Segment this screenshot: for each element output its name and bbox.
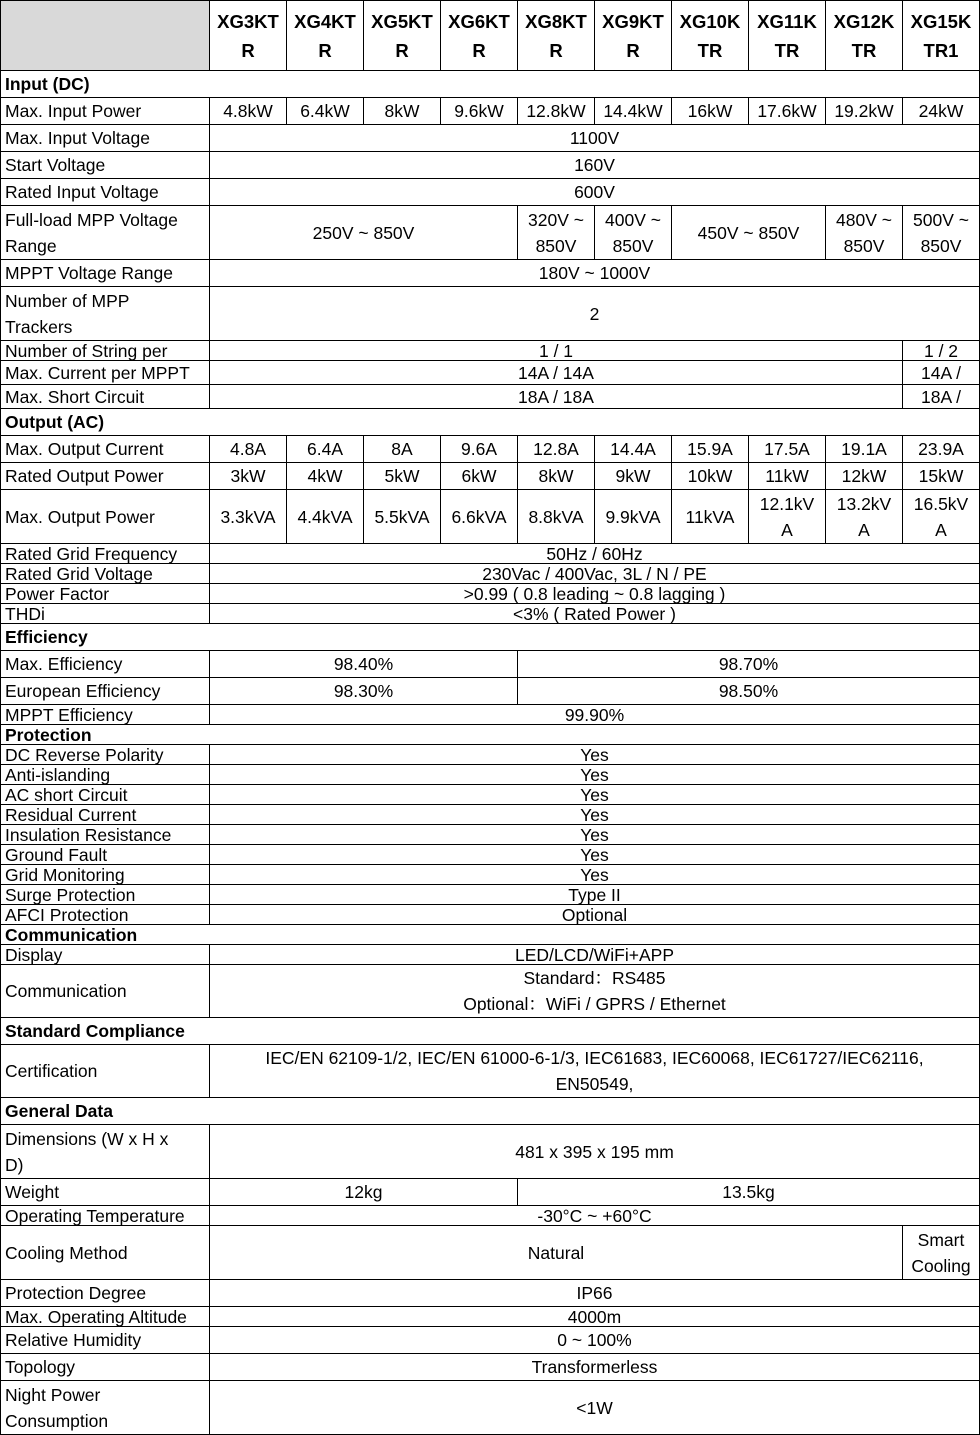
cell-value: 480V ~ 850V [826,206,903,260]
cell-value: 4.4kVA [287,490,364,544]
cell-value: 13.2kV A [826,490,903,544]
cell-value: 15.9A [672,436,749,463]
row-label: DC Reverse Polarity [1,745,210,765]
cell-value: 11kVA [672,490,749,544]
section-title-efficiency: Efficiency [1,624,980,651]
row-label: Rated Input Voltage [1,179,210,206]
table-row [1,584,980,604]
model-header: XG11K TR [749,1,826,71]
cell-value: 4.8kW [210,98,287,125]
cell-value: Yes [210,765,980,785]
table-row [1,945,980,965]
header-corner-cell [1,1,210,71]
table-row [1,436,980,463]
section-title-protection: Protection [1,725,980,745]
cell-value: 12kg [210,1179,518,1206]
cell-value: 500V ~ 850V [903,206,980,260]
row-label: AFCI Protection [1,905,210,925]
row-label: Relative Humidity [1,1327,210,1354]
row-label: Topology [1,1354,210,1381]
cell-value: 230Vac / 400Vac, 3L / N / PE [210,564,980,584]
table-row [1,825,980,845]
cell-value: 4000m [210,1307,980,1327]
row-label: Weight [1,1179,210,1206]
table-row [1,1226,980,1280]
table-row [1,745,980,765]
cell-value: 9.9kVA [595,490,672,544]
cell-value: Transformerless [210,1354,980,1381]
table-row [1,1125,980,1179]
cell-value: 24kW [903,98,980,125]
model-header: XG5KT R [364,1,441,71]
row-label: Max. Efficiency [1,651,210,678]
row-label: Rated Grid Voltage [1,564,210,584]
cell-value: IP66 [210,1280,980,1307]
cell-value: 50Hz / 60Hz [210,544,980,564]
table-row [1,361,980,385]
model-header: XG3KT R [210,1,287,71]
cell-value: 1 / 1 [210,341,903,361]
section-title-communication: Communication [1,925,980,945]
cell-value: 17.5A [749,436,826,463]
cell-value: Natural [210,1226,903,1280]
cell-value: 12kW [826,463,903,490]
table-row [1,287,980,341]
table-row [1,865,980,885]
cell-value: 9kW [595,463,672,490]
cell-value: 5.5kVA [364,490,441,544]
row-label: Communication [1,965,210,1018]
cell-value: 98.70% [518,651,980,678]
cell-value: 400V ~ 850V [595,206,672,260]
row-label: Ground Fault [1,845,210,865]
model-header: XG10K TR [672,1,749,71]
cell-value: 18A / [903,385,980,409]
cell-value: 10kW [672,463,749,490]
cell-value: Yes [210,865,980,885]
row-label: Rated Grid Frequency [1,544,210,564]
row-label: Max. Input Voltage [1,125,210,152]
cell-value: <1W [210,1381,980,1435]
table-row [1,765,980,785]
row-label: Max. Short Circuit [1,385,210,409]
cell-value: 11kW [749,463,826,490]
table-row [1,206,980,260]
cell-value: 5kW [364,463,441,490]
table-row [1,1381,980,1435]
cell-value: 99.90% [210,705,980,725]
table-row [1,1206,980,1226]
cell-value: 481 x 395 x 195 mm [210,1125,980,1179]
row-label: Anti-islanding [1,765,210,785]
cell-value: 16.5kV A [903,490,980,544]
row-label: MPPT Efficiency [1,705,210,725]
row-label: AC short Circuit [1,785,210,805]
cell-value: 9.6A [441,436,518,463]
row-label: Max. Output Current [1,436,210,463]
row-label: Max. Output Power [1,490,210,544]
row-label: Max. Current per MPPT [1,361,210,385]
row-label: MPPT Voltage Range [1,260,210,287]
cell-value: 180V ~ 1000V [210,260,980,287]
table-row [1,845,980,865]
cell-value: -30°C ~ +60°C [210,1206,980,1226]
cell-value: 8kW [518,463,595,490]
header-row [1,1,980,71]
row-label: Insulation Resistance [1,825,210,845]
table-row [1,905,980,925]
cell-value: 450V ~ 850V [672,206,826,260]
row-label: Start Voltage [1,152,210,179]
cell-value: Optional [210,905,980,925]
row-label: Number of MPP Trackers [1,287,210,341]
cell-value: 98.40% [210,651,518,678]
table-row [1,705,980,725]
cell-value: Yes [210,845,980,865]
row-label: Full-load MPP Voltage Range [1,206,210,260]
table-row [1,564,980,584]
cell-value: 0 ~ 100% [210,1327,980,1354]
table-row [1,604,980,624]
table-row [1,1179,980,1206]
cell-value: 98.30% [210,678,518,705]
row-label: THDi [1,604,210,624]
model-header: XG6KT R [441,1,518,71]
cell-value: 2 [210,287,980,341]
cell-value: 17.6kW [749,98,826,125]
table-row [1,490,980,544]
table-row [1,785,980,805]
cell-value: 6kW [441,463,518,490]
table-row [1,179,980,206]
cell-value: 250V ~ 850V [210,206,518,260]
row-label: Residual Current [1,805,210,825]
cell-value: 12.8kW [518,98,595,125]
table-row [1,1307,980,1327]
row-label: Certification [1,1045,210,1098]
table-row [1,544,980,564]
row-label: Power Factor [1,584,210,604]
model-header: XG15K TR1 [903,1,980,71]
table-row [1,805,980,825]
table-row [1,678,980,705]
cell-value: 3.3kVA [210,490,287,544]
cell-value: 320V ~ 850V [518,206,595,260]
cell-value: Yes [210,805,980,825]
cell-value: 3kW [210,463,287,490]
cell-value: 19.1A [826,436,903,463]
cell-value: 16kW [672,98,749,125]
table-row [1,1280,980,1307]
table-row [1,341,980,361]
cell-value: >0.99 ( 0.8 leading ~ 0.8 lagging ) [210,584,980,604]
cell-value: Yes [210,745,980,765]
cell-value: 14A / [903,361,980,385]
row-label: European Efficiency [1,678,210,705]
row-label: Operating Temperature [1,1206,210,1226]
cell-value: 8kW [364,98,441,125]
cell-value: 14.4A [595,436,672,463]
cell-value: 18A / 18A [210,385,903,409]
cell-value: 98.50% [518,678,980,705]
table-row [1,651,980,678]
cell-value: IEC/EN 62109-1/2, IEC/EN 61000-6-1/3, IEC61683, IEC60068, IEC61727/IEC62116, EN50549, [210,1045,980,1098]
row-label: Surge Protection [1,885,210,905]
table-row [1,1327,980,1354]
table-row [1,152,980,179]
row-label: Protection Degree [1,1280,210,1307]
table-row [1,260,980,287]
table-row [1,1354,980,1381]
cell-value: Type II [210,885,980,905]
cell-value: <3% ( Rated Power ) [210,604,980,624]
cell-value: Smart Cooling [903,1226,980,1280]
cell-value: Yes [210,825,980,845]
cell-value: 1100V [210,125,980,152]
section-title-compliance: Standard Compliance [1,1018,980,1045]
cell-value: 600V [210,179,980,206]
table-row [1,463,980,490]
section-title-output: Output (AC) [1,409,980,436]
model-header: XG8KT R [518,1,595,71]
row-label: Grid Monitoring [1,865,210,885]
cell-value: 9.6kW [441,98,518,125]
section-title-input: Input (DC) [1,71,980,98]
model-header: XG4KT R [287,1,364,71]
model-header: XG9KT R [595,1,672,71]
row-label: Max. Input Power [1,98,210,125]
model-header: XG12K TR [826,1,903,71]
cell-value: 160V [210,152,980,179]
cell-value: 19.2kW [826,98,903,125]
row-label: Night Power Consumption [1,1381,210,1435]
cell-value: 23.9A [903,436,980,463]
cell-value: 15kW [903,463,980,490]
cell-value: LED/LCD/WiFi+APP [210,945,980,965]
cell-value: 4.8A [210,436,287,463]
table-row [1,1045,980,1098]
row-label: Rated Output Power [1,463,210,490]
table-row [1,98,980,125]
row-label: Number of String per [1,341,210,361]
row-label: Cooling Method [1,1226,210,1280]
cell-value: Yes [210,785,980,805]
section-title-general: General Data [1,1098,980,1125]
cell-value: 13.5kg [518,1179,980,1206]
cell-value: 8A [364,436,441,463]
row-label: Display [1,945,210,965]
table-row [1,385,980,409]
cell-value: 14A / 14A [210,361,903,385]
cell-value: 4kW [287,463,364,490]
table-row [1,965,980,1018]
cell-value: Standard：RS485 Optional：WiFi / GPRS / Ethernet [210,965,980,1018]
cell-value: 6.4A [287,436,364,463]
cell-value: 12.8A [518,436,595,463]
cell-value: 8.8kVA [518,490,595,544]
row-label: Max. Operating Altitude [1,1307,210,1327]
cell-value: 12.1kV A [749,490,826,544]
table-row [1,125,980,152]
table-row [1,885,980,905]
row-label: Dimensions (W x H x D) [1,1125,210,1179]
cell-value: 6.6kVA [441,490,518,544]
cell-value: 6.4kW [287,98,364,125]
cell-value: 1 / 2 [903,341,980,361]
cell-value: 14.4kW [595,98,672,125]
